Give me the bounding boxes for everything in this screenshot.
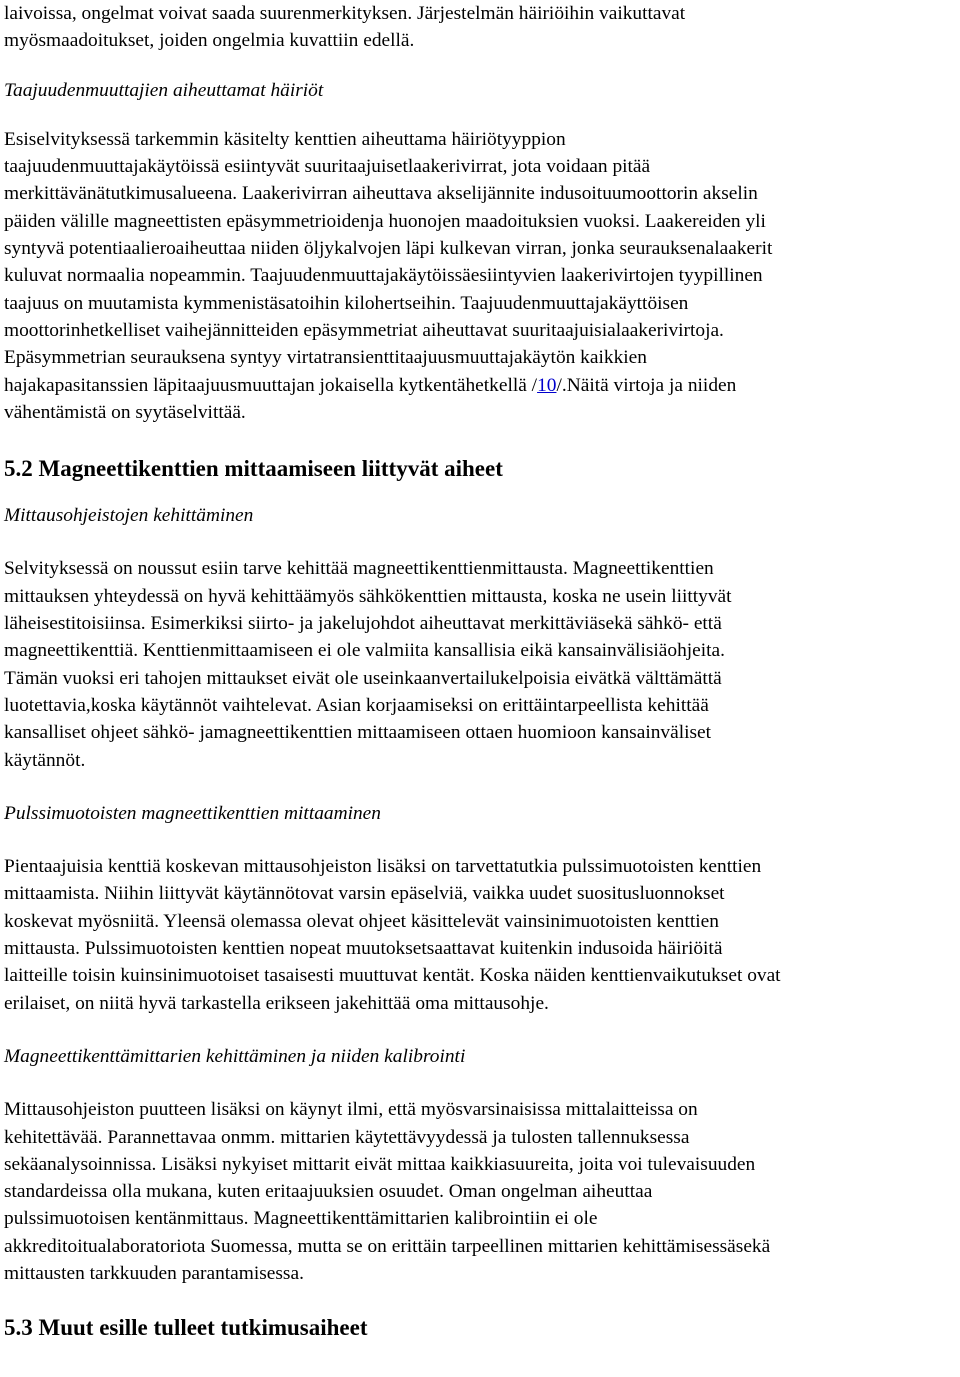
document-page — [4, 0, 956, 1343]
text-line: akkreditoitualaboratoriota Suomessa, mutta se on erittäin tarpeellinen mittarien kehittämisessäsekä — [4, 1235, 771, 1257]
text-line: kuluvat normaalia nopeammin. Taajuudenmuuttajakäytöissäesiintyvien laakerivirtojen tyypillinen — [4, 265, 763, 287]
subheading-pulssimuotoiset: Pulssimuotoisten magneettikenttien mittaaminen — [4, 802, 381, 824]
reference-link-10[interactable]: 10 — [537, 374, 557, 396]
text-line: myösmaadoitukset, joiden ongelmia kuvattiin edellä. — [4, 30, 415, 52]
text-line: käytännöt. — [4, 749, 86, 771]
text-line: Selvityksessä on noussut esiin tarve kehittää magneettikenttienmittausta. Magneettikenttien — [4, 558, 714, 580]
section-heading-5-2: 5.2 Magneettikenttien mittaamiseen liittyvät aiheet — [4, 456, 503, 482]
text-line: mittaamista. Niihin liittyvät käytännötovat varsin epäselviä, vaikka uudet suositusluonnokset — [4, 883, 725, 905]
text-line: läheisestitoisiinsa. Esimerkiksi siirto- ja jakelujohdot aiheuttavat merkittäviäsekä sähkö- että — [4, 613, 722, 635]
text-line: sekäanalysoinnissa. Lisäksi nykyiset mittarit eivät mittaa kaikkiasuureita, joita voi tulevaisuuden — [4, 1153, 756, 1175]
subheading-mittarit: Magneettikenttämittarien kehittäminen ja niiden kalibrointi — [4, 1045, 466, 1067]
paragraph-intro — [4, 0, 956, 55]
text-line: Epäsymmetrian seurauksena syntyy virtatransienttitaajuusmuuttajakäytön kaikkien — [4, 347, 647, 369]
text-line-with-reference — [4, 372, 956, 399]
text-line: mittausten tarkkuuden parantamisessa. — [4, 1262, 304, 1284]
text-line: syntyvä potentiaalieroaiheuttaa niiden öljykalvojen läpi kulkevan virran, jonka seurauksenalaakerit — [4, 238, 773, 260]
text-line: luotettavia,koska käytännöt vaihtelevat. Asian korjaamiseksi on erittäintarpeellista kehittää — [4, 694, 709, 716]
text-line: erilaiset, on niitä hyvä tarkastella erikseen jakehittää oma mittausohje. — [4, 992, 549, 1014]
text-fragment: /.Näitä virtoja ja niiden — [556, 374, 737, 396]
text-line: Pientaajuisia kenttiä koskevan mittausohjeiston lisäksi on tarvettatutkia pulssimuotoisten kenttien — [4, 856, 762, 878]
text-line: Esiselvityksessä tarkemmin käsitelty kenttien aiheuttama häiriötyyppion — [4, 128, 566, 150]
paragraph-mittarit — [4, 1096, 956, 1287]
text-line: kehitettävää. Parannettavaa onmm. mittarien käytettävyydessä ja tulosten tallennuksessa — [4, 1126, 690, 1148]
text-line: laitteille toisin kuinsinimuotoiset tasaisesti muuttuvat kentät. Koska näiden kenttienvaikutukset ovat — [4, 965, 781, 987]
text-line: Tämän vuoksi eri tahojen mittaukset eivät ole useinkaanvertailukelpoisia eivätkä välttämättä — [4, 667, 722, 689]
text-line: mittauksen yhteydessä on hyvä kehittäämyös sähkökenttien mittausta, koska ne usein liittyvät — [4, 585, 732, 607]
text-line: vähentämistä on syytäselvittää. — [4, 401, 246, 423]
subheading-mittausohjeistot: Mittausohjeistojen kehittäminen — [4, 505, 254, 527]
text-line: Mittausohjeiston puutteen lisäksi on käynyt ilmi, että myösvarsinaisissa mittalaitteissa on — [4, 1099, 698, 1121]
text-line: magneettikenttiä. Kenttienmittaamiseen ei ole valmiita kansallisia eikä kansainvälisiäohjeita. — [4, 640, 725, 662]
text-line: standardeissa olla mukana, kuten eritaajuuksien osuudet. Oman ongelman aiheuttaa — [4, 1181, 653, 1203]
text-line: päiden välille magneettisten epäsymmetrioidenja huonojen maadoituksien vuoksi. Laakereiden yli — [4, 210, 766, 232]
subheading-taajuudenmuuttajat: Taajuudenmuuttajien aiheuttamat häiriöt — [4, 79, 324, 101]
text-line: taajuudenmuuttajakäytöissä esiintyvät suuritaajuisetlaakerivirrat, jota voidaan pitää — [4, 156, 651, 178]
text-line: kansalliset ohjeet sähkö- jamagneettikenttien mittaamiseen ottaen huomioon kansainväliset — [4, 722, 712, 744]
paragraph-taajuudenmuuttajat — [4, 126, 956, 426]
text-line: laivoissa, ongelmat voivat saada suurenmerkityksen. Järjestelmän häiriöihin vaikuttavat — [4, 3, 686, 24]
paragraph-pulssimuotoiset — [4, 853, 956, 1017]
paragraph-mittausohjeistot — [4, 555, 956, 773]
section-heading-5-3: 5.3 Muut esille tulleet tutkimusaiheet — [4, 1315, 368, 1341]
text-line: pulssimuotoisen kentänmittaus. Magneettikenttämittarien kalibrointiin ei ole — [4, 1208, 598, 1230]
text-line: merkittävänätutkimusalueena. Laakerivirran aiheuttava akselijännite indusoituumoottorin akselin — [4, 183, 758, 205]
text-line: moottorinhetkelliset vaihejännitteiden epäsymmetriat aiheuttavat suuritaajuisialaakerivirtoja. — [4, 319, 724, 341]
text-line: mittausta. Pulssimuotoisten kenttien nopeat muutoksetsaattavat kuitenkin indusoida häiriöitä — [4, 938, 723, 960]
text-line: taajuus on muutamista kymmenistäsatoihin kilohertseihin. Taajuudenmuuttajakäyttöisen — [4, 292, 689, 314]
text-fragment: hajakapasitanssien läpitaajuusmuuttajan jokaisella kytkentähetkellä / — [4, 374, 538, 396]
text-line: koskevat myösniitä. Yleensä olemassa olevat ohjeet käsittelevät vainsinimuotoisten kenttien — [4, 910, 719, 932]
